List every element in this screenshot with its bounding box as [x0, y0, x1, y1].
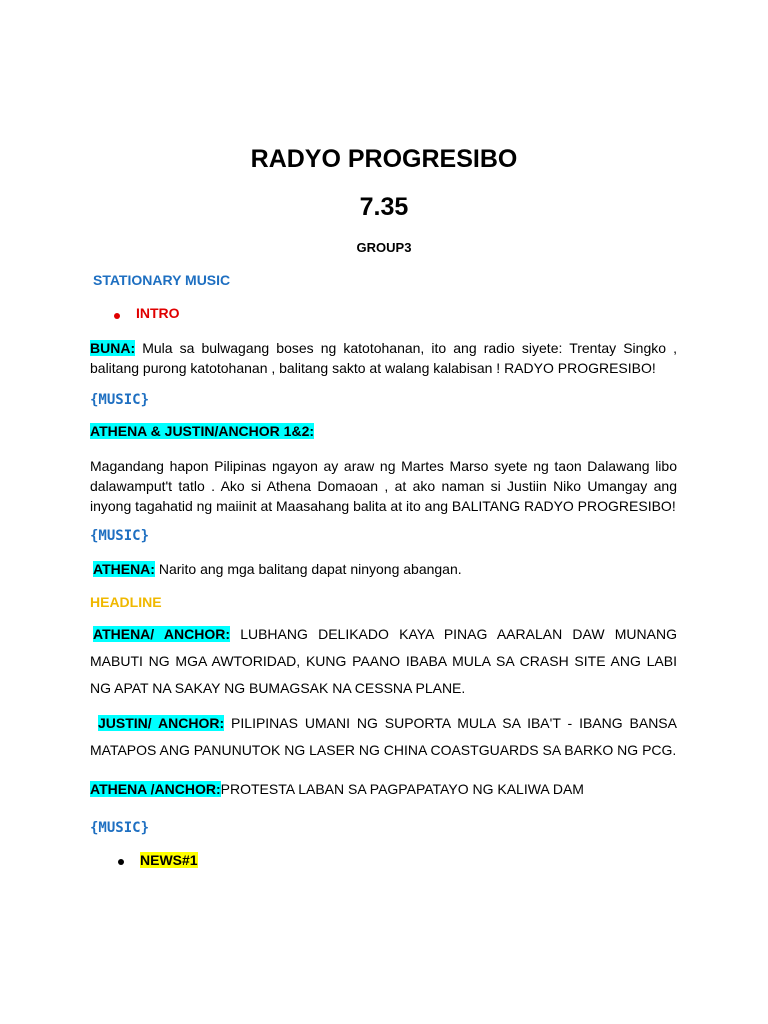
anchors-speaker: ATHENA & JUSTIN/ANCHOR 1&2:	[90, 423, 315, 439]
headline-2-text: PILIPINAS UMANI NG SUPORTA MULA SA IBA'T - IBANG BANSA MATAPOS ANG PANUNUTOK NG LASER NG CHINA COASTGUARDS SA BARKO NG PCG.	[90, 715, 677, 758]
buna-text: Mula sa bulwagang boses ng katotohanan, ito ang radio siyete: Trentay Singko , balitang purong katotohanan , balitang sakto at walang kalabisan ! RADYO PROGRESIBO!	[90, 340, 677, 376]
bullet-icon	[118, 859, 124, 865]
athena-text: Narito ang mga balitang dapat ninyong abangan.	[154, 561, 462, 577]
headline-2-speaker: JUSTIN/ ANCHOR:	[98, 715, 225, 731]
athena-speaker: ATHENA:	[93, 561, 155, 577]
frequency-title: 7.35	[359, 193, 409, 221]
headline-3-text: PROTESTA LABAN SA PAGPAPATAYO NG KALIWA DAM	[220, 781, 584, 797]
stationary-music-label: STATIONARY MUSIC	[93, 272, 231, 288]
headline-label: HEADLINE	[90, 594, 162, 610]
group-label: GROUP3	[356, 240, 412, 255]
music-cue: {MUSIC}	[90, 392, 150, 408]
music-cue: {MUSIC}	[90, 820, 150, 836]
buna-speaker: BUNA:	[90, 340, 136, 356]
headline-2-paragraph	[90, 710, 677, 764]
headline-3-line	[90, 781, 584, 797]
opening-paragraph: Magandang hapon Pilipinas ngayon ay araw ng Martes Marso syete ng taon Dalawang libo dalawamput't tatlo . Ako si Athena Domaoan , at ako naman si Justiin Niko Umangay ang inyong tagahatid ng maiinit at Maasahang balita at ito ang BALITANG RADYO PROGRESIBO!	[90, 458, 677, 514]
bullet-icon	[114, 313, 120, 319]
news1-label: NEWS#1	[140, 852, 198, 868]
document-title: RADYO PROGRESIBO	[250, 145, 518, 173]
headline-3-speaker: ATHENA /ANCHOR:	[90, 781, 221, 797]
headline-1-paragraph	[90, 621, 677, 702]
headline-1-text: LUBHANG DELIKADO KAYA PINAG AARALAN DAW MUNANG MABUTI NG MGA AWTORIDAD, KUNG PAANO IBABA MULA SA CRASH SITE ANG LABI NG APAT NA SAKAY NG BUMAGSAK NA CESSNA PLANE.	[90, 626, 677, 696]
buna-paragraph	[90, 338, 677, 378]
anchors-speaker-line	[90, 423, 314, 439]
music-cue: {MUSIC}	[90, 528, 150, 544]
headline-1-speaker: ATHENA/ ANCHOR:	[93, 626, 230, 642]
athena-line	[93, 561, 462, 577]
intro-label: INTRO	[136, 305, 180, 321]
news1-line	[140, 852, 198, 868]
